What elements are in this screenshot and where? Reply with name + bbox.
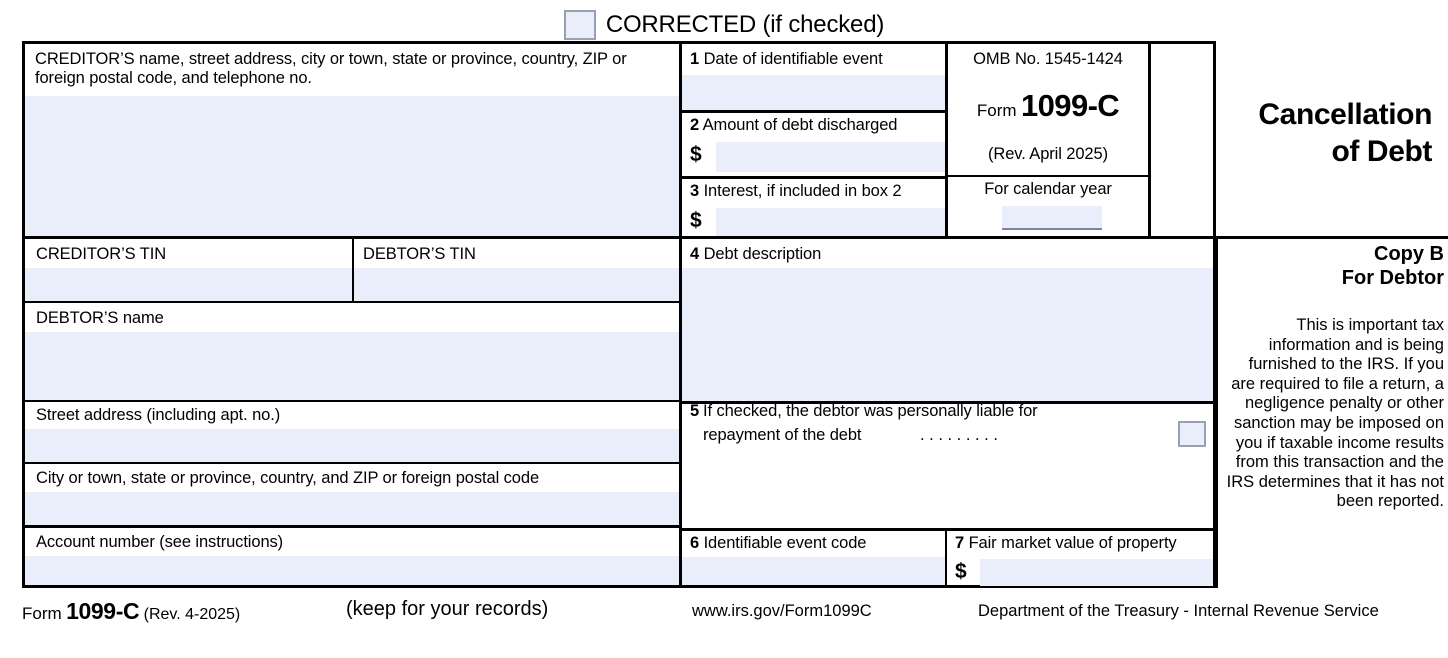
account-number-label: Account number (see instructions) — [36, 533, 284, 551]
footer-form-number: 1099-C — [66, 598, 140, 624]
divider-vertical-copyb — [1216, 238, 1218, 588]
footer-form-revision: (Rev. 4-2025) — [143, 606, 241, 623]
form-title — [1180, 96, 1432, 170]
box5-label-line2: repayment of the debt — [703, 426, 862, 444]
box4-input[interactable] — [682, 268, 1213, 401]
calendar-year-label: For calendar year — [984, 180, 1112, 198]
street-address-input[interactable] — [25, 429, 679, 462]
box7-label — [955, 534, 1177, 553]
box6-number: 6 — [690, 534, 700, 552]
box5-number: 5 — [690, 402, 700, 420]
footer-form-word: Form — [22, 604, 62, 623]
city-state-zip-input[interactable] — [25, 492, 679, 525]
corrected-label: CORRECTED (if checked) — [605, 11, 885, 38]
divider-vertical-box6-box7 — [945, 529, 947, 585]
debtor-tin-label: DEBTOR’S TIN — [363, 245, 476, 263]
box2-input[interactable] — [716, 142, 945, 172]
form-revision: (Rev. April 2025) — [988, 145, 1108, 163]
box6-label-text: Identifiable event code — [703, 534, 867, 552]
divider-box5-box6 — [682, 528, 1213, 531]
box7-number: 7 — [955, 534, 965, 552]
calendar-year-underline — [1002, 228, 1102, 230]
debtor-name-label: DEBTOR’S name — [36, 309, 164, 327]
copy-title-line1: Copy B — [1374, 243, 1444, 265]
box5-label-line1: If checked, the debtor was personally liable for — [703, 402, 1038, 420]
box7-input[interactable] — [980, 559, 1213, 586]
box6-input[interactable] — [682, 557, 945, 585]
copy-instructions: This is important tax information and is being furnished to the IRS. If you are required to file a return, a negligence penalty or other sanction may be imposed on you if taxable income results from this transaction and the IRS determines that it has not been reported. — [1226, 316, 1444, 511]
divider-city — [25, 525, 679, 528]
box4-number: 4 — [690, 245, 700, 263]
divider-vertical-omb — [945, 44, 948, 238]
divider-row1 — [22, 236, 1448, 239]
omb-number: OMB No. 1545-1424 — [973, 50, 1123, 68]
box6-label — [690, 534, 866, 553]
creditor-tin-label: CREDITOR’S TIN — [36, 245, 167, 263]
city-state-zip-label: City or town, state or province, country, and ZIP or foreign postal code — [36, 469, 540, 487]
box1-label — [690, 50, 883, 69]
divider-box1-box2 — [682, 110, 945, 113]
box1-number: 1 — [690, 50, 700, 68]
box3-input[interactable] — [716, 208, 945, 238]
box7-label-text: Fair market value of property — [968, 534, 1177, 552]
box2-currency-symbol: $ — [690, 143, 702, 166]
box5-dot-leader: . . . . . . . . . — [920, 426, 998, 444]
creditor-tin-input[interactable] — [25, 268, 352, 301]
creditor-name-label: CREDITOR’S name, street address, city or town, state or province, country, ZIP or foreign postal code, and telephone no. — [35, 50, 627, 87]
form-title-line2: of Debt — [1331, 135, 1432, 168]
footer-url[interactable]: www.irs.gov/Form1099C — [692, 602, 872, 620]
street-address-label: Street address (including apt. no.) — [36, 406, 281, 424]
copy-title — [1222, 242, 1444, 290]
box4-label-text: Debt description — [703, 245, 822, 263]
box2-label-text: Amount of debt discharged — [702, 116, 898, 134]
box3-number: 3 — [690, 182, 700, 200]
form-identifier — [948, 88, 1148, 124]
debtor-name-input[interactable] — [25, 332, 679, 400]
copy-title-line2: For Debtor — [1341, 267, 1444, 289]
footer-form-identifier — [22, 598, 240, 625]
creditor-name-input[interactable] — [25, 96, 679, 236]
box2-label — [690, 116, 897, 135]
box4-label — [690, 245, 821, 264]
corrected-row — [0, 8, 1448, 42]
divider-tin-row — [25, 301, 679, 303]
box3-label — [690, 182, 901, 201]
form-number: 1099-C — [1021, 88, 1120, 123]
box5-checkbox[interactable] — [1178, 421, 1206, 447]
divider-street — [25, 462, 679, 464]
calendar-year-input[interactable] — [1002, 206, 1102, 228]
divider-box2-box3 — [682, 176, 945, 179]
box1-label-text: Date of identifiable event — [703, 50, 883, 68]
box3-label-text: Interest, if included in box 2 — [703, 182, 902, 200]
form-title-line1: Cancellation — [1258, 98, 1432, 131]
divider-omb-calendar — [945, 175, 1148, 177]
divider-debtor-name — [25, 400, 679, 402]
form-word: Form — [976, 101, 1017, 120]
box7-currency-symbol: $ — [955, 560, 967, 583]
corrected-checkbox[interactable] — [564, 10, 596, 40]
box2-number: 2 — [690, 116, 700, 134]
divider-vertical-box4 — [1213, 238, 1215, 588]
footer-department: Department of the Treasury - Internal Revenue Service — [978, 602, 1379, 620]
account-number-input[interactable] — [25, 556, 679, 585]
box3-currency-symbol: $ — [690, 209, 702, 232]
divider-vertical-right — [1148, 44, 1151, 238]
box1-input[interactable] — [682, 75, 945, 110]
footer-keep-note: (keep for your records) — [346, 598, 549, 620]
debtor-tin-input[interactable] — [354, 268, 679, 301]
